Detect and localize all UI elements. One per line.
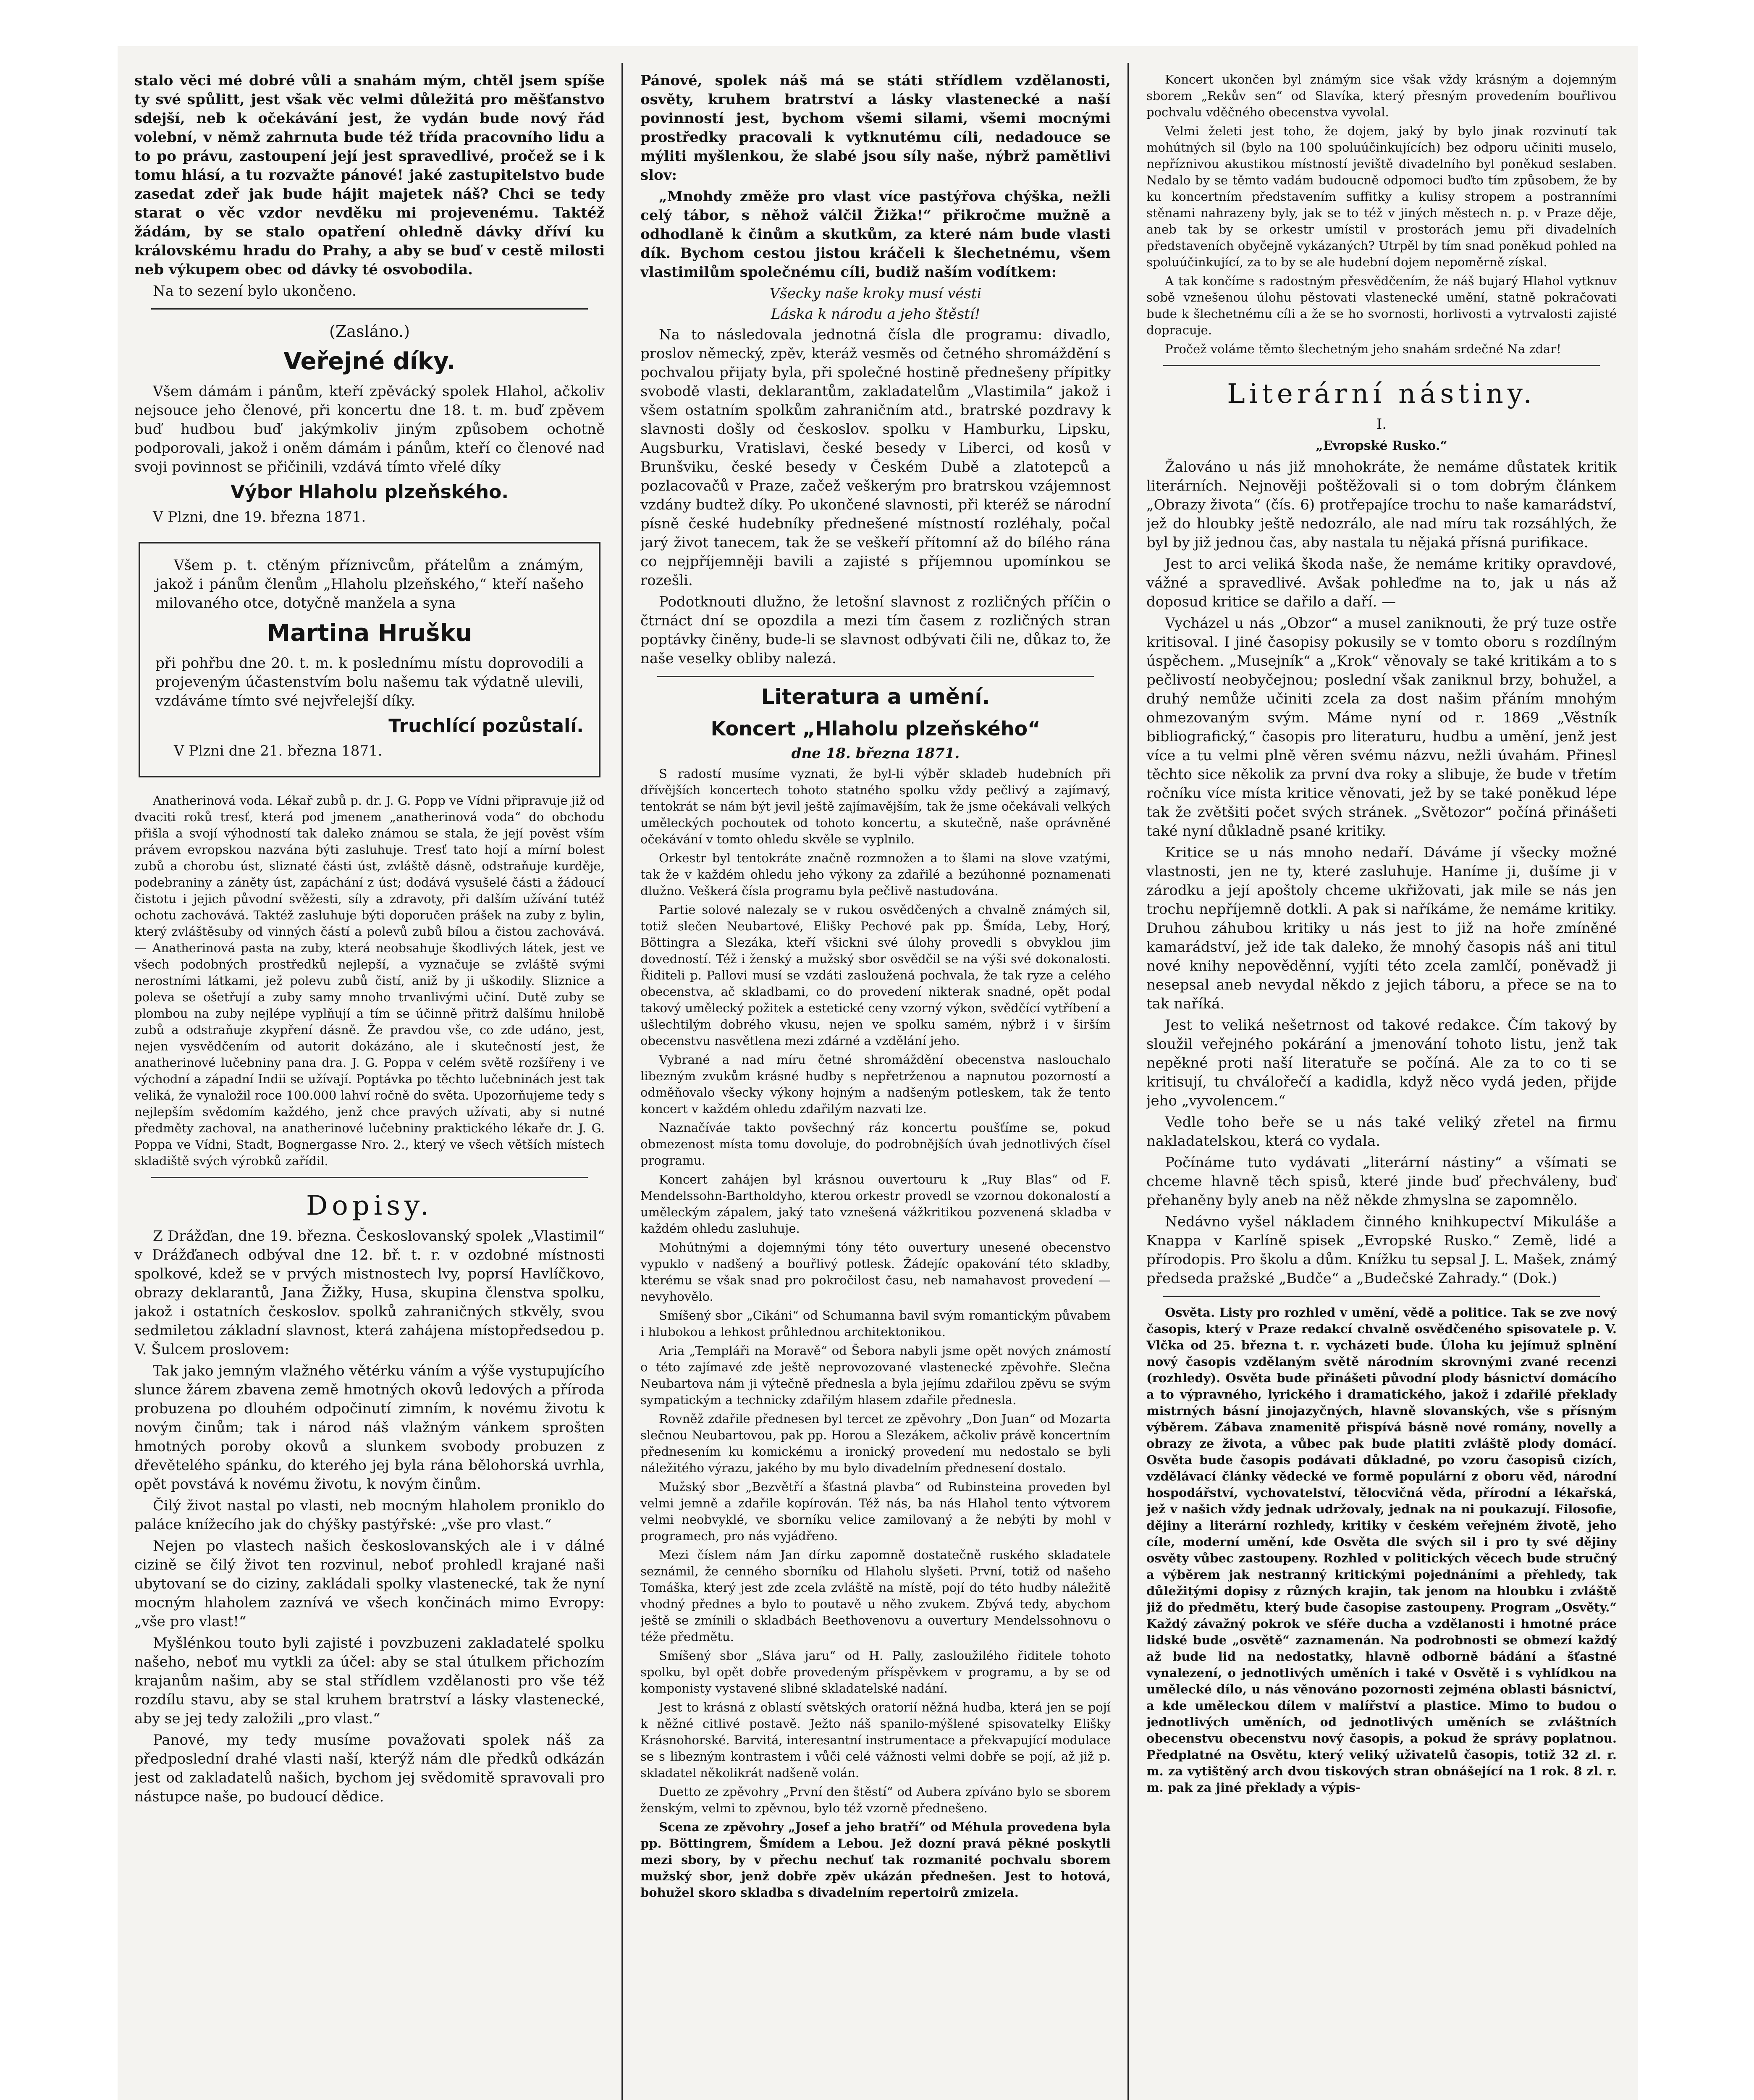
- notice-paragraph: Osvěta. Listy pro rozhled v umění, vědě a politice. Tak se zve nový časopis, který v Praze redakcí chvalně osvědčeného spisovatele p. V. Vlčka od 25. března t. r. vycházeti bude. Úloha ku jejímuž splnění nový časopis vzdělaným světě národním skrovnými zvané recenzi (rozhledy). Osvěta bude přinášeti původní plody básnictví domácího a to výpravného, lyrického i dramatického, jakož i zdařilé překlady mistrných básní jinojazyčných, hlavně slovanských, vše s přísným výběrem. Zábava znamenitě přispívá básně nové romány, novelly a obrazy ze života, a vůbec pak bude platiti zvláště plody domácí. Osvěta bude časopis podávati důkladné, po vzoru časopisů cizích, vzdělávací články vědecké ve formě populární z oboru věd, národní hospodářství, vychovatelství, tělocvičná věda, přírodní a lékařská, jež v našich vždy jednak udržovaly, jednak na ni poukazují. Filosofie, dějiny a literární rozhledy, kritiky v českém veřejném životě, jeho cíle, moderní umění, kde Osvěta dle svých sil i pro ty své dějiny osvěty vůbec zastoupeny. Rozhled v politických věcech bude stručný a výběrem jak nestranný kritickými pojednáními a přehledy, tak důležitými dopisy z různých krajin, tak jenom na hloubku i zvláště již do předmětu, který bude časopise zastoupeny. Program „Osvěty.“ Každý závažný pokrok ve sféře ducha a vzdělanosti i hmotné práce lidské bude „osvětě“ zaznamenán. Na podrobnosti se obmezí každý až bude lid na nedostatky, hlavně odborně bádání a šťastné vynalezení, o jednotlivých uměních i také v Osvětě i s vyhlídkou na umělecké dílo, u nás věnováno pozornosti zejména oblasti básnictví, a kde uměleckou dílem v malířství a plastice. Mimo to budou o jednotlivých uměních, od jednotlivých uměních se zvláštních obecenstvu obecenstvu nový časopis, a pokud že správy poplatnou. Předplatné na Osvětu, který veliký uživatelů časopis, totiž 32 zl. r. m. za vytištěný arch dvou tiskových stran obnášející na 1 rok. 8 zl. r. m. pak za jiné překlady a výpis-: [1146, 1305, 1617, 1795]
- newspaper-page: [118, 46, 1638, 2100]
- article-paragraph: Pročež voláme těmto šlechetným jeho snahám srdečné Na zdar!: [1165, 342, 1561, 356]
- box-signature: Truchlící pozůstalí.: [388, 715, 584, 737]
- column-right: [1146, 71, 1617, 2100]
- article-paragraph: Tak jako jemným vlažného větérku váním a výše vystupujícího slunce žárem zbavena země hmotných okovů ledových a příroda probuzena po dlouhém odpočinutí zimním, k novému životu k novým činům; tak i národ náš vlažným vánkem sprošten hmotných poroby okovů a slunkem svobody probuzen z dřevětelého spánku, do kterého jej byla rána bělohorská uvrhla, opět povstává k novému životu, k novým činům.: [134, 1362, 605, 1493]
- article-paragraph: Koncert zahájen byl krásnou ouvertouru k „Ruy Blas“ od F. Mendelssohn-Bartholdyho, kterou orkestr provedl se vzornou dokonalostí a uměleckým zápalem, jaký tato vznešená vážkritikou pozvenená skladba v každém ohledu zasluhuje.: [640, 1172, 1111, 1236]
- box-paragraph: při pohřbu dne 20. t. m. k poslednímu místu doprovodili a projeveným účastenstvím bolu našemu tak výdatně ulevili, vzdáváme tímto své nejvřelejší díky.: [155, 655, 584, 709]
- article-paragraph: Čilý život nastal po vlasti, neb mocným hlaholem proniklo do paláce knížecího jak do chýšky pastýřské: „vše pro vlast.“: [134, 1497, 605, 1533]
- article-paragraph: Na to následovala jednotná čísla dle programu: divadlo, proslov německý, zpěv, kteráž vesměs od četného shromáždění s pochvalou přijaty byla, při společné hostině přednešeny přípitky svobodě vlasti, deklarantům, zakladatelům „Vlastimila“ jakož i všem ostatním spolkům zahraničním atd., bratrské pozdravy k slavnosti došly od českoslov. spolku v Hamburku, Lipsku, Augsburku, Vratislavi, české besedy v Liberci, od kosů v Brunšviku, české besedy v Českém Dubě a zlatotepců a pozlacovačů v Praze, začež veškerým pro bratrskou vzájemnost vzdány budtež díky. Po ukončené slavnosti, při kteréž se národní písně české hudebníky přednešené místností rozléhaly, počal jarý život tanecem, tak že se veškeří přítomní až do bílého rána co nejpříjemněji bavili a zajisté s příjemnou upomínkou se rozešli.: [640, 326, 1111, 589]
- section-number: I.: [1376, 416, 1387, 433]
- column-middle: [640, 71, 1111, 2100]
- divider: [657, 676, 1094, 677]
- divider: [151, 1177, 588, 1178]
- box-date: V Plzni dne 21. března 1871.: [174, 743, 383, 759]
- article-paragraph: Mohútnými a dojemnými tóny této ouvertury unesené obecenstvo vypuklo v nadšený a bouřlivý potlesk. Žádejíc opakování této skladby, kterému se však snad pro pokročilost času, neb namahavost provedení — nevyhovělo.: [640, 1240, 1111, 1304]
- section-title: Veřejné díky.: [283, 348, 456, 375]
- article-paragraph: Nedávno vyšel nákladem činného knihkupectví Mikuláše a Knappa v Karlíně spisek „Evropské Rusko.“ Země, lidé a přírodopis. Pro školu a dům. Knížku tu sepsal J. L. Mašek, známý předseda pražské „Budče“ a „Budečské Zahrady.“ (Dok.): [1146, 1213, 1617, 1287]
- article-paragraph: Vedle toho beře se u nás také veliký zřetel na firmu nakladatelskou, která co vydala.: [1146, 1114, 1617, 1150]
- article-paragraph: Podotknouti dlužno, že letošní slavnost z rozličných příčin o čtrnáct dní se opozdila a mezi tím časem z rozličných stran poptávky činěny, bude-li se slavnost odbývati čili ne, důkaz to, že naše veselky obliby nalezá.: [640, 593, 1111, 667]
- article-paragraph: Všem dámám i pánům, kteří zpěvácký spolek Hlahol, ačkoliv nejsouce jeho členové, při koncertu dne 18. t. m. buď zpěvem buď hudbou buď jakýmkoliv jiným způsobem ochotně podporovali, jakož i oněm dámám i pánům, kteří co členové nad svoji povinnost se přičinili, vzdává tímto vřelé díky: [134, 383, 605, 475]
- column-left: [134, 71, 605, 2100]
- section-title: Literární nástiny.: [1227, 378, 1536, 410]
- article-paragraph: Mužský sbor „Bezvětří a šťastná plavba“ od Rubinsteina proveden byl velmi jemně a zdařile kopírován. Též nás, ba nás Hlahol tento výtvorem velmi neobvyklé, ve sborníku velice zamilovaný a že nebýti by mohl v programech, pro nás vyjádřeno.: [640, 1480, 1111, 1543]
- section-title: Literatura a umění.: [761, 685, 990, 709]
- article-paragraph: Aria „Templáři na Moravě“ od Šebora nabyli jsme opět nových známostí o této zajímavé zde ještě neprovozované vlastenecké zpěvohře. Slečna Neubartova nám ji výtečně přednesla a byla jejímu zdařilou zpěvu se svým sympatickým a technicky zdařilým hlasem zdařile přednesla.: [640, 1344, 1111, 1407]
- article-paragraph: Duetto ze zpěvohry „První den štěstí“ od Aubera zpíváno bylo se sborem ženským, velmi to zpěvnou, bylo též vzorně přednešeno.: [640, 1785, 1111, 1815]
- section-title: Dopisy.: [306, 1190, 433, 1221]
- date-line: V Plzni, dne 19. března 1871.: [153, 509, 366, 525]
- article-paragraph: S radostí musíme vyznati, že byl-li výběr skladeb hudebních při dřívějších koncertech tohoto statného spolku vždy pečlivý a zajímavý, tentokrát se nám být jevil ještě zajímavějším, tak že jsme očekávali velkých uměleckých pochoutek od tohoto koncertu, a skutečně, naše oprávněné očekávání v tomto ohledu skvěle se vyplnilo.: [640, 766, 1111, 846]
- article-paragraph: stalo věci mé dobré vůli a snahám mým, chtěl jsem spíše ty své spůlitt, jest však věc velmi důležitá pro měšťanstvo sdejší, neb k očekávání jest, že vydán bude nový řád volební, v němž zahrnuta bude též třída pracovního lidu a to po právu, zastoupení její jest spravedlivé, pročež se i k tomu hlásí, a tu rozvažte pánové! jaké zastupitelstvo bude zasedat zdeř jak bude hájit majetek náš? Chci se tedy starat o věc vzdor nevděku mi projevenému. Taktéž žádám, by se stalo opatření ohledně dávky dříví ku královskému hradu do Prahy, a aby se buď v cestě milosti neb výkupem obec od dávky té osvobodila.: [134, 72, 605, 278]
- advertisement: Anatherinová voda. Lékař zubů p. dr. J. G. Popp ve Vídni připravuje již od dvaciti roků tresť, která pod jmenem „anatherinová voda“ do obchodu přišla a svojí výhodností tak daleko známou se stala, že její pověst vším právem evropskou nazvána býti zasluhuje. Tresť tato hojí a mírní bolest zubů a chorobu úst, sliznaté části úst, zvláště dásně, odstraňuje kurděje, podebraniny a záněty úst, zapáchání z úst; dodává vysušelé části a žádoucí čistotu i jejich původní svěžesti, síly a zdravoty, při dalším užívání tutéž ochotu zachovává. Taktéž zasluhuje býti doporučen prášek na zuby z bylin, který zvláštěsuby od vinných částí a polevů zubů bílou a čistou zachovává. — Anatherinová pasta na zuby, která neobsahuje škodlivých látek, jest ve všech podobných prostředků nejlepší, a vyznačuje se zvláště svými nerostními látkami, jež polevu zubů čistí, aniž by ji uškodily. Sliznice a poleva se ošetřují a zuby samy mnoho trvanlivými učiní. Dutě zuby se plombou na zuby nejlépe vyplňují a tím se účinně přitrž dalšímu hnilobě zubů a odstraňuje zkypření dásně. Že pravdou vše, co zde udáno, jest, nejen vysvědčením od autorit dokázáno, ale i skutečností jest, že anatherinové lučebniny pana dra. J. G. Poppa v celém světě rozšířeny i ve východní a západní Indii se užívají. Poptávka po těchto lučebninách jest tak veliká, že vynaložil roce 100.000 lahví ročně do světa. Upozorňujeme tedy s nejlepším svědomím každého, jenž chce pravých užívati, aby si nutné předměty zachoval, na anatherinové lučebniny praktického lékaře dr. J. G. Poppa ve Vídni, Stadt, Bognergasse Nro. 2., který ve všech větších místech skladiště svých výrobků zařídil.: [134, 793, 605, 1168]
- article-paragraph: Smíšený sbor „Cikáni“ od Schumanna bavil svým romantickým půvabem i hlubokou a lehkost průhlednou architektonikou.: [640, 1308, 1111, 1339]
- article-paragraph: Naznačíváe takto povšechný ráz koncertu poušťíme se, pokud obmezenost místa tomu dovoluje, do podrobnějších úvah jednotlivých čísel programu.: [640, 1121, 1111, 1168]
- article-title: Koncert „Hlaholu plzeňského“: [711, 717, 1041, 740]
- divider: [1163, 1296, 1600, 1297]
- verse-line: Láska k národu a jeho štěstí!: [771, 306, 981, 323]
- article-paragraph: Z Drážďan, dne 19. března. Českoslovanský spolek „Vlastimil“ v Drážďanech odbýval dne 12. bř. t. r. v ozdobné místnosti spolkové, kdež se v prvých mistnostech lvy, poprsí Havlíčkovo, obrazy deklarantů, Jana Žižky, Husa, skupina členstva spolku, jakož i ostatních českoslov. spolků zahraničných stkvěly, svou sedmiletou základní slavnost, která zahájena místopředsedou p. V. Šulcem proslovem:: [134, 1228, 605, 1358]
- verse-line: Všecky naše kroky musí vésti: [769, 285, 982, 302]
- article-paragraph: Orkestr byl tentokráte značně rozmnožen a to šlami na slove vzatými, tak že v každém ohledu jeho výkony za zdařilé a bezúhonné poznamenati dlužno. Veškerá čísla programu byla pečlivě nastudována.: [640, 851, 1111, 898]
- article-paragraph: Mezi číslem nám Jan dírku zapomně dostatečně ruského skladatele seznámil, že cenného sborníku od Hlaholu slyšeti. První, totiž od našeho Tomáška, který jest zde zcela zvláště na místě, pojí do této hudby náležitě vhodný přednes a bylo to poutavě u něho zvukem. Zbývá tedy, abychom ještě se zmínili o skladbách Beethovenovu a ouvertury Mendelssohnovu o téže předmětu.: [640, 1548, 1111, 1644]
- article-paragraph: Kritice se u nás mnoho nedaří. Dáváme jí všecky možné vlastnosti, jen ne ty, které zasluhuje. Haníme ji, dušíme ji v zárodku a její apoštoly chceme ukřižovati, jak mile se nás jen trochu nepříjemně dotkli. A pak si naříkáme, že nemáme kritiky. Druhou záhubou kritiky u nás jest to již na hoře zmíněné kamarádství, jež ide tak daleko, že mnohý časopis náš ani titul nové knihy nepověděnní, vyjíti této zcela zamlčí, poněvadž ji nesepsal aneb nevydal někdo z jejich táboru, a přece se na to tak naříká.: [1146, 844, 1617, 1012]
- article-date: dne 18. března 1871.: [791, 745, 960, 762]
- article-paragraph: Scena ze zpěvohry „Josef a jeho bratří“ od Méhula provedena byla pp. Böttingrem, Šmídem a Lebou. Jež dozní pravá pěkné poskytli mezi sbory, by v přechu nechuť tak rozmanité pochvalu sborem mužský sbor, jenž dobře zpěv ukázán přednešen. Jest to hotová, bohužel skoro skladba s divadelním repertoirů zmizela.: [640, 1820, 1111, 1900]
- section-subtitle: „Evropské Rusko.“: [1316, 438, 1447, 453]
- article-paragraph: Panové, my tedy musíme považovati spolek náš za předposlední drahé vlasti naší, kterýž nám dle předků odkázán jest od zakladatelů našich, bychom jej svědomitě spravovali pro nástupce naše, po budoucí dědice.: [134, 1732, 605, 1805]
- signature: Výbor Hlaholu plzeňského.: [230, 481, 509, 503]
- article-paragraph: A tak končíme s radostným přesvědčením, že náš bujarý Hlahol vytknuv sobě vznešenou úlohu pěstovati vlastenecké umění, statně pokračovati bude k šlechetnému cíli a že se ho svornosti, horlivosti a vytrvalosti zajisté dopracuje.: [1146, 274, 1617, 337]
- article-paragraph: Velmi želeti jest toho, že dojem, jaký by bylo jinak rozvinutí tak mohútných sil (bylo na 100 spoluúčinkujících) bez odporu učiniti muselo, nepříznivou akustikou místností jeviště divadelního byl poněkud seslaben. Nedalo by se těmto vadám budoucně odpomoci buďto tím způsobem, že by ku koncertním představením suffitky a kulisy stropem a postranními stěnami nahrazeny byly, jak se to též v jiných městech n. p. v Praze děje, aneb tak by se orkestr umístil v prostorách jemu při divadelních představeních obyčejně vykázaných? Utrpěl by tím snad poněkud pohled na spoluúčinkující, za to by se ale hudební dojem nepoměrně získal.: [1146, 124, 1617, 269]
- divider: [1163, 365, 1600, 366]
- article-paragraph: Jest to arci veliká škoda naše, že nemáme kritiky opravdové, vážné a spravedlivé. Avšak pohleďme na to, jak u nás až doposud kritice se dařilo a daří. —: [1146, 556, 1617, 610]
- article-paragraph: Pánové, spolek náš má se státi střídlem vzdělanosti, osvěty, kruhem bratrství a lásky vlastenecké a naší povinností jest, bychom všemi silami, všemi mocnými prostředky pracovali k vytknutému cíli, nedadouce se mýliti myšlenkou, že slabé jsou síly naše, nýbrž pamětlivi slov:: [640, 72, 1111, 184]
- article-paragraph: Vybrané a nad míru četné shromáždění obecenstva naslouchalo libezným zvukům krásné hudby s nepřetrženou a napnutou pozorností a odměňovalo všecky výkony hojným a nadšeným potleskem, tak že tento koncert v každém ohledu zdařilým nazvati lze.: [640, 1053, 1111, 1116]
- article-paragraph: Vycházel u nás „Obzor“ a musel zaniknouti, že prý tuze ostře kritisoval. I jiné časopisy pokusily se v tomto oboru s rozdílným úspěchem. „Musejník“ a „Krok“ věnovaly se také kritikám a to s pečlivostí neobyčejnou; poslední však zaniknul brzy, bohužel, a druhý nemůže učiniti zcela za dost našim přáním mnohým ohmezovaným svým. Máme nyní od r. 1869 „Věstník bibliografický,“ časopis pro literaturu, hudbu a umění, jenž jest více a tu velmi plně věren svému názvu, nežli úvahám. Přinesl těchto sice několik za první dva roky a slibuje, že bude v třetím ročníku více místa kritice věnovati, jež by se také poněkud lépe tak že zvětšiti počet svých stránek. „Světozor“ počíná přinášeti také nyní důkladně psané kritiky.: [1146, 615, 1617, 840]
- article-paragraph: Jest to krásná z oblastí světských oratorií něžná hudba, která jen se pojí k něžné citlivé postavě. Ježto náš spanilo-mýšlené spisovatelky Elišky Krásnohorské. Barvitá, interesantní instrumentace a překvapující modulace se s libezným kontrastem i vůči celé vážnosti velmi dobře se pojí, až již p. skladatel několikrát nadšeně volán.: [640, 1700, 1111, 1780]
- article-paragraph: „Mnohdy změže pro vlast více pastýřova chýška, nežli celý tábor, s něhož válčil Žižka!“ přikročme mužně a odhodlaně k činům a skutkům, za které nám bude vlasti dík. Bychom cestou jistou kráčeli k šlechetnému, všem vlastimilům společnému cíli, budiž naším vodítkem:: [640, 188, 1111, 281]
- article-paragraph: Na to sezení bylo ukončeno.: [153, 283, 357, 299]
- column-rule: [1127, 63, 1129, 2100]
- box-paragraph: Všem p. t. ctěným příznivcům, přátelům a známým, jakož i pánům členům „Hlaholu plzeňského,“ kteří našeho milovaného otce, dotyčně manžela a syna: [155, 557, 584, 612]
- notice-box: [139, 542, 600, 777]
- article-paragraph: Partie solové nalezaly se v rukou osvědčených a chvalně známých sil, totiž slečen Neubartové, Elišky Pechové pak pp. Šmída, Leby, Horý, Böttingra a Slezáka, kteří všickni své úlohy provedli s obvyklou jim dovedností. Též i ženský a mužský sbor osvědčil se na výši své dokonalosti. Řiditeli p. Pallovi musí se vzdáti zasloužená pochvala, že tak ryze a celého obecenstva, ač skladbami, co do provedení nikterak snadné, opět podal takový umělecký požitek a estetické ceny vzorný výkon, svědčící vytříbení a ušlechtilým dobrého vkusu, nejen ve spolku samém, nýbrž i v širším obecenstvu nasvětlena mezi zdárné a vzdělání jeho.: [640, 903, 1111, 1048]
- article-paragraph: Rovněž zdařile přednesen byl tercet ze zpěvohry „Don Juan“ od Mozarta slečnou Neubartovou, pak pp. Horou a Slezákem, ačkoliv právě koncertním přednesením ku komickému a ironický provedení mu nedostalo se byli náležitého výrazu, jakého by mu bylo divadelním přednesení dostalo.: [640, 1412, 1111, 1475]
- article-paragraph: Myšlénkou touto byli zajisté i povzbuzeni zakladatelé spolku našeho, neboť mu vytkli za účel: aby se stal útulkem přichozím krajanům našim, aby se stal střídlem vzdělanosti pro vše též rozdílu stavu, aby se stal kruhem bratrství a lásky vlastenecké, aby se jej tedy založili „pro vlast.“: [134, 1635, 605, 1727]
- box-name: Martina Hrušku: [267, 620, 472, 647]
- article-paragraph: Nejen po vlastech našich českoslovanských ale i v dálné cizině se čilý život ten rozvinul, neboť prohledl krajané naši ubytovaní se do ciziny, zakládali spolky vlastenecké, tak že nyní mocným hlaholem zaznívá ve všech končinách mimo Evropy: „vše pro vlast!“: [134, 1538, 605, 1630]
- column-rule: [621, 63, 623, 2100]
- article-paragraph: Počínáme tuto vydávati „literární nástiny“ a všímati se chceme hlavně těch spisů, které jinde buď přechváleny, buď přehaněny byly aneb na něž někde zhmyslna se zapomnělo.: [1146, 1154, 1617, 1209]
- article-paragraph: Jest to veliká nešetrnost od takové redakce. Čím takový by sloužil veřejného pokárání a jmenování tohoto listu, jenž tak nepěkné proti naší literatuře se počíná. Ale za to co ti se kritisují, tu chválořečí a kadidla, když něco vydá jeden, přijde jeho „vyvolencem.“: [1146, 1017, 1617, 1109]
- article-paragraph: Žalováno u nás již mnohokráte, že nemáme důstatek kritik literárních. Nejnověji poštěžovali si o tom dobrým článkem „Obrazy života“ (čís. 6) protřepajíce trochu to naše kamarádství, jež do hloubky ještě nedozrálo, ale nad míru tak rozsáhlých, že byl by již jednou čas, aby nastala tu nějaká přísná purifikace.: [1146, 459, 1617, 551]
- divider: [151, 308, 588, 310]
- article-paragraph: Smíšený sbor „Sláva jaru“ od H. Pally, zasloužilého řiditele tohoto spolku, byl opět dobře provedeným příspěvkem v programu, a by se od komponisty vystavené slibné skladatelské nadání.: [640, 1648, 1111, 1696]
- section-label: (Zasláno.): [329, 322, 410, 341]
- article-paragraph: Koncert ukončen byl známým sice však vždy krásným a dojemným sborem „Rekův sen“ od Slavíka, který přesným provedením bouřlivou pochvalu vděčného obecenstva vyvolal.: [1146, 72, 1617, 119]
